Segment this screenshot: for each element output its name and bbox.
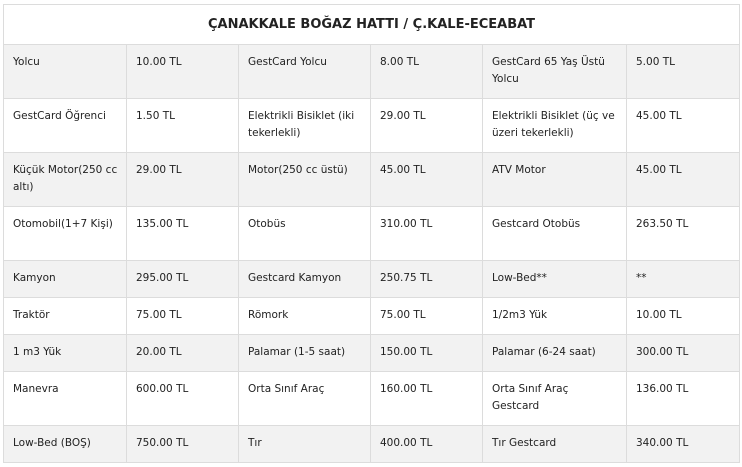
fare-item-price: 263.50 TL bbox=[627, 207, 740, 261]
fare-item-label: Otobüs bbox=[239, 207, 371, 261]
fare-item-price: 20.00 TL bbox=[127, 335, 239, 372]
table-title: ÇANAKKALE BOĞAZ HATTI / Ç.KALE-ECEABAT bbox=[4, 5, 740, 45]
fare-item-price: 600.00 TL bbox=[127, 372, 239, 426]
fare-item-label: Low-Bed** bbox=[483, 261, 627, 298]
fare-item-label: Elektrikli Bisiklet (iki tekerlekli) bbox=[239, 99, 371, 153]
fare-item-label: Low-Bed (BOŞ) bbox=[4, 426, 127, 463]
fare-item-label: GestCard Öğrenci bbox=[4, 99, 127, 153]
fare-item-label: Römork bbox=[239, 298, 371, 335]
fare-item-price: 10.00 TL bbox=[627, 298, 740, 335]
fare-item-price: 340.00 TL bbox=[627, 426, 740, 463]
fare-item-price: 8.00 TL bbox=[371, 45, 483, 99]
fare-item-price: 750.00 TL bbox=[127, 426, 239, 463]
fare-item-price: 300.00 TL bbox=[627, 335, 740, 372]
fare-item-label: Orta Sınıf Araç bbox=[239, 372, 371, 426]
fare-item-label: GestCard 65 Yaş Üstü Yolcu bbox=[483, 45, 627, 99]
fare-item-label: ATV Motor bbox=[483, 153, 627, 207]
table-row bbox=[4, 426, 740, 463]
fare-item-price: 150.00 TL bbox=[371, 335, 483, 372]
fare-item-price: 45.00 TL bbox=[371, 153, 483, 207]
fare-table-container bbox=[3, 4, 739, 463]
fare-item-label: Palamar (6-24 saat) bbox=[483, 335, 627, 372]
fare-item-price: 75.00 TL bbox=[127, 298, 239, 335]
fare-item-label: Elektrikli Bisiklet (üç ve üzeri tekerlekli) bbox=[483, 99, 627, 153]
fare-item-price: 400.00 TL bbox=[371, 426, 483, 463]
fare-item-label: Gestcard Kamyon bbox=[239, 261, 371, 298]
fare-item-label: Yolcu bbox=[4, 45, 127, 99]
fare-item-label: Orta Sınıf Araç Gestcard bbox=[483, 372, 627, 426]
fare-item-label: Manevra bbox=[4, 372, 127, 426]
fare-item-price: 75.00 TL bbox=[371, 298, 483, 335]
table-row bbox=[4, 45, 740, 99]
fare-item-price: 135.00 TL bbox=[127, 207, 239, 261]
fare-item-price: 295.00 TL bbox=[127, 261, 239, 298]
fare-item-label: Otomobil(1+7 Kişi) bbox=[4, 207, 127, 261]
fare-item-price: 310.00 TL bbox=[371, 207, 483, 261]
fare-item-label: 1/2m3 Yük bbox=[483, 298, 627, 335]
fare-table bbox=[3, 4, 740, 463]
fare-item-price: 250.75 TL bbox=[371, 261, 483, 298]
fare-item-price: 45.00 TL bbox=[627, 153, 740, 207]
table-row bbox=[4, 335, 740, 372]
fare-table-body bbox=[4, 45, 740, 463]
fare-item-label: Tır Gestcard bbox=[483, 426, 627, 463]
table-row bbox=[4, 99, 740, 153]
table-row bbox=[4, 372, 740, 426]
fare-item-price: ** bbox=[627, 261, 740, 298]
fare-item-price: 5.00 TL bbox=[627, 45, 740, 99]
fare-item-label: Gestcard Otobüs bbox=[483, 207, 627, 261]
table-row bbox=[4, 207, 740, 261]
fare-item-price: 29.00 TL bbox=[371, 99, 483, 153]
table-row bbox=[4, 261, 740, 298]
fare-item-label: Palamar (1-5 saat) bbox=[239, 335, 371, 372]
fare-item-price: 160.00 TL bbox=[371, 372, 483, 426]
fare-item-price: 1.50 TL bbox=[127, 99, 239, 153]
fare-item-label: Tır bbox=[239, 426, 371, 463]
fare-item-label: Kamyon bbox=[4, 261, 127, 298]
fare-item-label: Küçük Motor(250 cc altı) bbox=[4, 153, 127, 207]
fare-item-price: 136.00 TL bbox=[627, 372, 740, 426]
table-row bbox=[4, 153, 740, 207]
fare-item-price: 29.00 TL bbox=[127, 153, 239, 207]
fare-item-price: 10.00 TL bbox=[127, 45, 239, 99]
table-row bbox=[4, 298, 740, 335]
fare-item-label: 1 m3 Yük bbox=[4, 335, 127, 372]
fare-item-label: Motor(250 cc üstü) bbox=[239, 153, 371, 207]
fare-item-price: 45.00 TL bbox=[627, 99, 740, 153]
fare-item-label: Traktör bbox=[4, 298, 127, 335]
fare-item-label: GestCard Yolcu bbox=[239, 45, 371, 99]
